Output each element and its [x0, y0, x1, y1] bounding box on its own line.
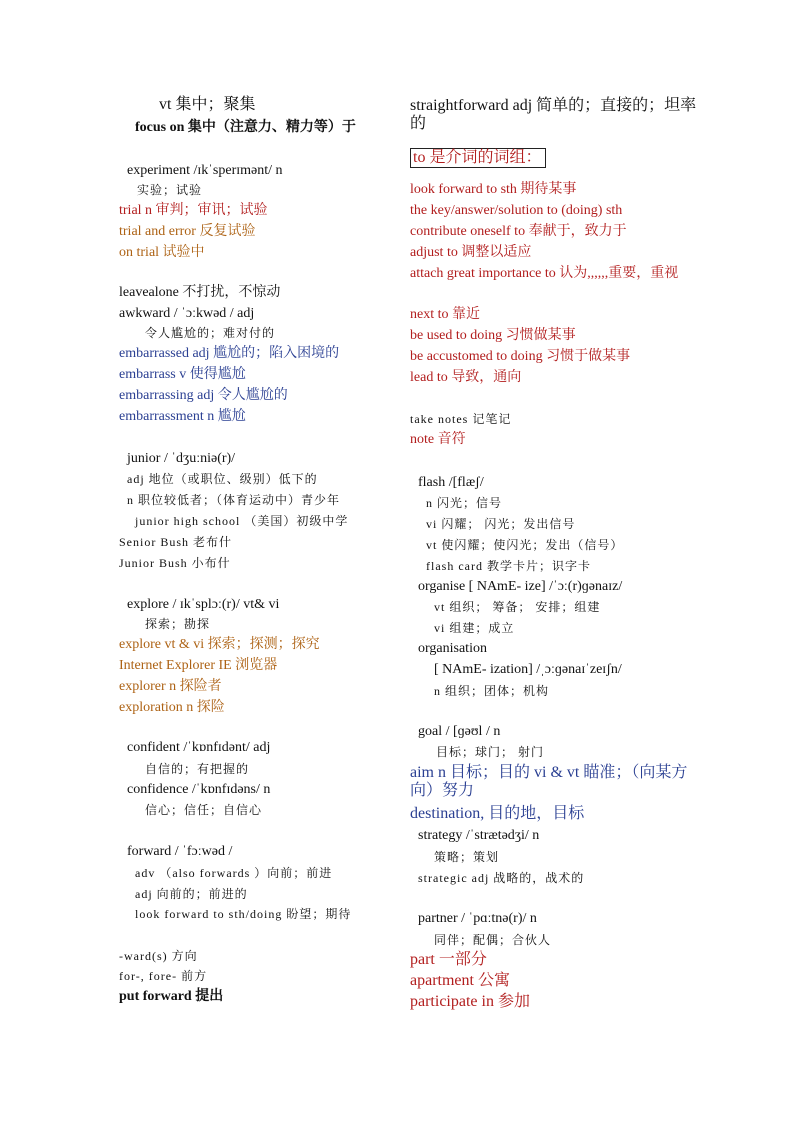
- vocab-line: adjust to 调整以适应: [410, 245, 532, 260]
- vocab-line: lead to 导致，通向: [410, 370, 522, 385]
- vocab-line: n 闪光；信号: [426, 496, 503, 510]
- vocab-line: take notes 记笔记: [410, 412, 512, 426]
- vocab-line: flash /[flæʃ/: [418, 475, 484, 490]
- vocab-line: organisation: [418, 641, 487, 656]
- boxed-note-text: to 是介词的词组：: [410, 148, 546, 168]
- vocab-line: 自信的；有把握的: [145, 762, 250, 776]
- vocab-line: adv （also forwards ）向前；前进: [135, 866, 333, 880]
- vocab-line: 策略；策划: [434, 850, 500, 864]
- vocab-line: participate in 参加: [410, 993, 530, 1010]
- vocab-line: straightforward adj 简单的；直接的；坦率的: [410, 97, 697, 132]
- vocab-line: 实验；试验: [137, 183, 203, 197]
- vocab-line: n 职位较低者；（体育运动中）青少年: [127, 493, 341, 507]
- vocab-line: trial n 审判；审讯；试验: [119, 203, 268, 218]
- vocab-line: flash card 教学卡片；识字卡: [426, 559, 591, 573]
- vocab-line: awkward / ˈɔːkwəd / adj: [119, 306, 255, 321]
- vocab-line: put forward 提出: [119, 989, 224, 1004]
- vocab-line: embarrass v 使得尴尬: [119, 367, 246, 382]
- vocab-line: on trial 试验中: [119, 245, 205, 260]
- vocab-line: leavealone 不打扰，不惊动: [119, 285, 281, 300]
- vocab-line: vt 集中；聚集: [159, 96, 256, 113]
- vocab-line: aim n 目标；目的 vi & vt 瞄准；（向某方向）努力: [410, 764, 688, 799]
- vocab-line: n 组织；团体；机构: [434, 684, 550, 698]
- vocab-line: exploration n 探险: [119, 700, 225, 715]
- vocab-line: Internet Explorer IE 浏览器: [119, 658, 278, 673]
- vocab-line: [ NAmE- ization] /ˌɔːɡənaɪˈzeɪʃn/: [434, 662, 622, 677]
- vocab-line: the key/answer/solution to (doing) sth: [410, 203, 623, 218]
- vocab-line: adj 向前的；前进的: [135, 887, 248, 901]
- vocab-line: Junior Bush 小布什: [119, 556, 231, 570]
- vocab-line: be accustomed to doing 习惯于做某事: [410, 349, 631, 364]
- vocab-line: note 音符: [410, 432, 466, 447]
- vocab-line: confidence /ˈkɒnfɪdəns/ n: [127, 782, 271, 797]
- vocab-line: confident /ˈkɒnfɪdənt/ adj: [127, 740, 271, 755]
- vocab-line: trial and error 反复试验: [119, 224, 256, 239]
- vocab-line: focus on 集中（注意力、精力等）于: [135, 120, 356, 135]
- vocab-line: destination, 目的地，目标: [410, 805, 585, 822]
- vocab-line: -ward(s) 方向: [119, 949, 198, 963]
- vocab-line: junior high school （美国）初级中学: [135, 514, 349, 528]
- vocab-line: forward / ˈfɔːwəd /: [127, 844, 233, 859]
- vocab-line: goal / [ɡəʊl / n: [418, 724, 501, 739]
- vocab-line: strategy /ˈstrætədʒi/ n: [418, 828, 540, 843]
- vocab-line: embarrassment n 尴尬: [119, 409, 246, 424]
- vocab-line: explore vt & vi 探索；探测；探究: [119, 637, 320, 652]
- vocab-line: strategic adj 战略的，战术的: [418, 871, 585, 885]
- vocab-line: experiment /ɪkˈsperɪmənt/ n: [127, 163, 283, 178]
- vocab-line: junior / ˈdʒuːniə(r)/: [127, 451, 236, 466]
- vocab-line: vt 使闪耀；使闪光；发出（信号）: [426, 538, 624, 552]
- vocab-line: for-, fore- 前方: [119, 969, 208, 983]
- vocab-line: 信心；信任；自信心: [145, 803, 263, 817]
- vocab-line: vi 闪耀； 闪光；发出信号: [426, 517, 576, 531]
- vocab-line: embarrassing adj 令人尴尬的: [119, 388, 288, 403]
- vocab-line: 同伴；配偶；合伙人: [434, 933, 552, 947]
- vocab-line: contribute oneself to 奉献于，致力于: [410, 224, 627, 239]
- vocab-line: next to 靠近: [410, 307, 480, 322]
- boxed-note: [410, 149, 546, 167]
- vocab-line: vi 组建；成立: [434, 621, 515, 635]
- vocab-line: look forward to sth/doing 盼望；期待: [135, 907, 352, 921]
- vocab-line: 令人尴尬的；难对付的: [145, 326, 276, 340]
- vocab-line: Senior Bush 老布什: [119, 535, 233, 549]
- vocab-line: explorer n 探险者: [119, 679, 222, 694]
- vocab-line: apartment 公寓: [410, 972, 510, 989]
- vocab-line: be used to doing 习惯做某事: [410, 328, 576, 343]
- vocab-line: look forward to sth 期待某事: [410, 182, 577, 197]
- vocab-line: 探索；勘探: [145, 617, 211, 631]
- vocab-line: vt 组织； 筹备； 安排；组建: [434, 600, 601, 614]
- vocab-line: 目标；球门； 射门: [436, 745, 545, 759]
- vocab-line: adj 地位（或职位、级别）低下的: [127, 472, 318, 486]
- vocab-line: attach great importance to 认为,,,,,,重要，重视: [410, 266, 679, 281]
- vocab-line: embarrassed adj 尴尬的；陷入困境的: [119, 346, 340, 361]
- vocab-line: part 一部分: [410, 951, 487, 968]
- vocab-line: organise [ NAmE- ize] /ˈɔː(r)ɡənaɪz/: [418, 579, 623, 594]
- vocab-line: explore / ɪkˈsplɔː(r)/ vt& vi: [127, 597, 280, 612]
- vocab-line: partner / ˈpɑːtnə(r)/ n: [418, 911, 537, 926]
